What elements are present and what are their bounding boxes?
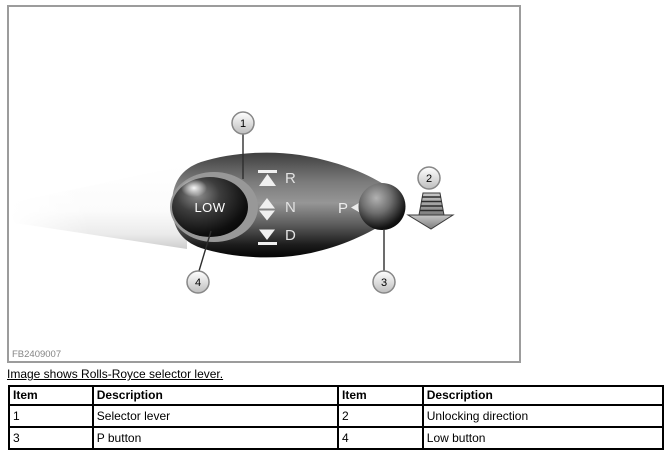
- item-number-cell: 3: [9, 427, 93, 449]
- item-description-cell: Selector lever: [93, 405, 338, 427]
- callout-1-number: 1: [239, 118, 247, 130]
- stalk-fade: [9, 157, 89, 237]
- low-button-label: LOW: [194, 200, 226, 215]
- header-item-1: Item: [9, 386, 93, 405]
- callout-2-number: 2: [425, 173, 433, 185]
- table-row: [9, 427, 663, 449]
- item-description-cell: P button: [93, 427, 338, 449]
- table-header-row: [9, 386, 663, 405]
- figure-code: FB2409007: [12, 349, 62, 360]
- item-description-cell: Low button: [423, 427, 663, 449]
- gear-label-d: D: [285, 227, 296, 244]
- p-button: [359, 183, 406, 230]
- callout-4-number: 4: [194, 277, 202, 289]
- header-item-2: Item: [338, 386, 423, 405]
- callout-1: [232, 112, 254, 134]
- table-row: [9, 405, 663, 427]
- low-button-highlight: [181, 179, 207, 197]
- callout-4: [187, 271, 209, 293]
- diagram-panel: [7, 5, 521, 363]
- item-number-cell: 1: [9, 405, 93, 427]
- unlock-direction-arrow-icon: [408, 193, 453, 229]
- callout-2: [418, 167, 440, 189]
- gear-label-n: N: [285, 199, 296, 216]
- header-description-1: Description: [93, 386, 338, 405]
- selector-lever-figure: [9, 7, 519, 361]
- item-number-cell: 4: [338, 427, 423, 449]
- callout-3-number: 3: [380, 277, 388, 289]
- item-description-table: [8, 385, 664, 450]
- item-number-cell: 2: [338, 405, 423, 427]
- item-description-cell: Unlocking direction: [423, 405, 663, 427]
- callout-3: [373, 271, 395, 293]
- low-button: [170, 172, 258, 242]
- gear-label-r: R: [285, 170, 296, 187]
- header-description-2: Description: [423, 386, 663, 405]
- park-label: P: [337, 200, 349, 217]
- figure-caption: Image shows Rolls-Royce selector lever.: [7, 367, 224, 381]
